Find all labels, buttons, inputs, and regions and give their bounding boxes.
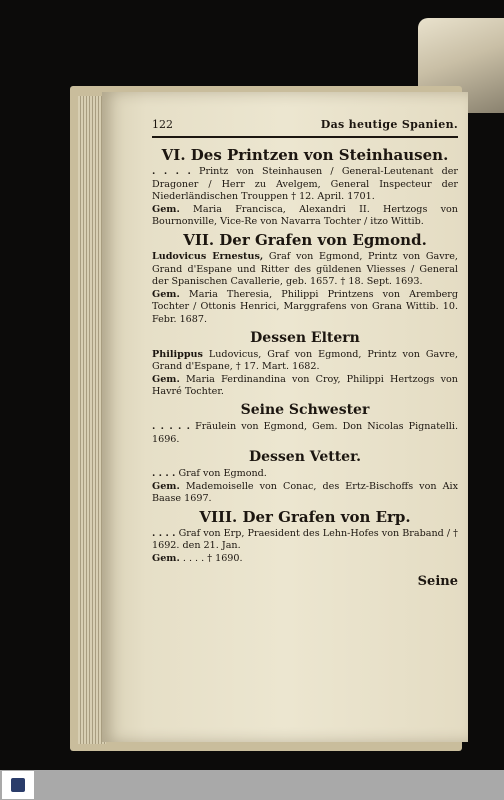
entry-text: Graf von Erp, Praesident des Lehn-Hofes von Braband / † 1692. den 21. Jan. (152, 527, 458, 552)
entry-lead: Gem. (152, 480, 180, 492)
subsection-heading: Seine Schwester (240, 401, 370, 418)
library-logo-icon (2, 771, 34, 799)
entry (152, 421, 458, 446)
subsection-heading: Dessen Eltern (250, 329, 360, 346)
entry-lead: Gem. (152, 373, 180, 385)
entry-lead: Gem. (152, 288, 180, 300)
viewer-footer-bar (0, 770, 504, 800)
entry (152, 166, 458, 204)
entry (152, 374, 458, 399)
entry-lead: Gem. (152, 203, 180, 215)
entry-text: Graf von Egmond. (178, 468, 267, 480)
entry-text: Graf von Egmond, Printz von Gavre, Grand d'Espane und Ritter des güldenen Vliesses / General der Spanischen Cavallerie, geb. 1657. † 18. Sept. 1693. (152, 250, 458, 288)
entry-lead: Gem. (152, 553, 180, 565)
entry-text: Maria Ferdinandina von Croy, Philippi Hertzogs von Havré Tochter. (152, 373, 458, 398)
entry-lead: . . . . (152, 468, 176, 480)
section-heading: VIII. Der Grafen von Erp. (199, 507, 411, 526)
entry (152, 528, 458, 553)
entry-text: Fräulein von Egmond, Gem. Don Nicolas Pignatelli. 1696. (152, 420, 458, 445)
page-number: 122 (152, 118, 173, 131)
entry-text: Maria Francisca, Alexandri II. Hertzogs von Bournonville, Vice-Re von Navarra Tochter / itzo Wittib. (152, 203, 458, 228)
entry-text: Mademoiselle von Conac, des Ertz-Bischoffs von Aix Baase 1697. (152, 480, 458, 505)
section-heading: VI. Des Printzen von Steinhausen. (161, 146, 449, 164)
entry (152, 251, 458, 289)
entry (152, 468, 458, 481)
entry-lead: . . . . (152, 527, 176, 539)
entry-lead: . . . . . (152, 420, 191, 432)
entry (152, 204, 458, 229)
entry-lead: Ludovicus Ernestus, (152, 250, 264, 262)
entry (152, 553, 458, 566)
entry (152, 481, 458, 506)
entry-lead: Philippus (152, 348, 203, 360)
running-title: Das heutige Spanien. (320, 118, 458, 131)
catchword: Seine (417, 573, 458, 589)
entry (152, 289, 458, 327)
entry-text: Printz von Steinhausen / General-Leutenant der Dragoner / Herr zu Avelgem, General Inspecteur der Niederländischen Trouppen † 12. April. 1701. (152, 166, 458, 203)
entry-text: Ludovicus, Graf von Egmond, Printz von Gavre, Grand d'Espane, † 17. Mart. 1682. (152, 348, 458, 373)
page-content (152, 118, 458, 589)
logo-mark (11, 778, 25, 792)
entry-lead: . . . . (152, 166, 191, 177)
running-head (152, 118, 458, 132)
header-rule (152, 136, 458, 138)
entry-text: . . . . † 1690. (182, 553, 243, 565)
section-heading: VII. Der Grafen von Egmond. (183, 230, 427, 249)
entry-text: Maria Theresia, Philippi Printzens von Aremberg Tochter / Ottonis Henrici, Marggrafens von Grana Wittib. 10. Febr. 1687. (152, 288, 458, 325)
subsection-heading: Dessen Vetter. (248, 449, 362, 466)
entry (152, 349, 458, 374)
